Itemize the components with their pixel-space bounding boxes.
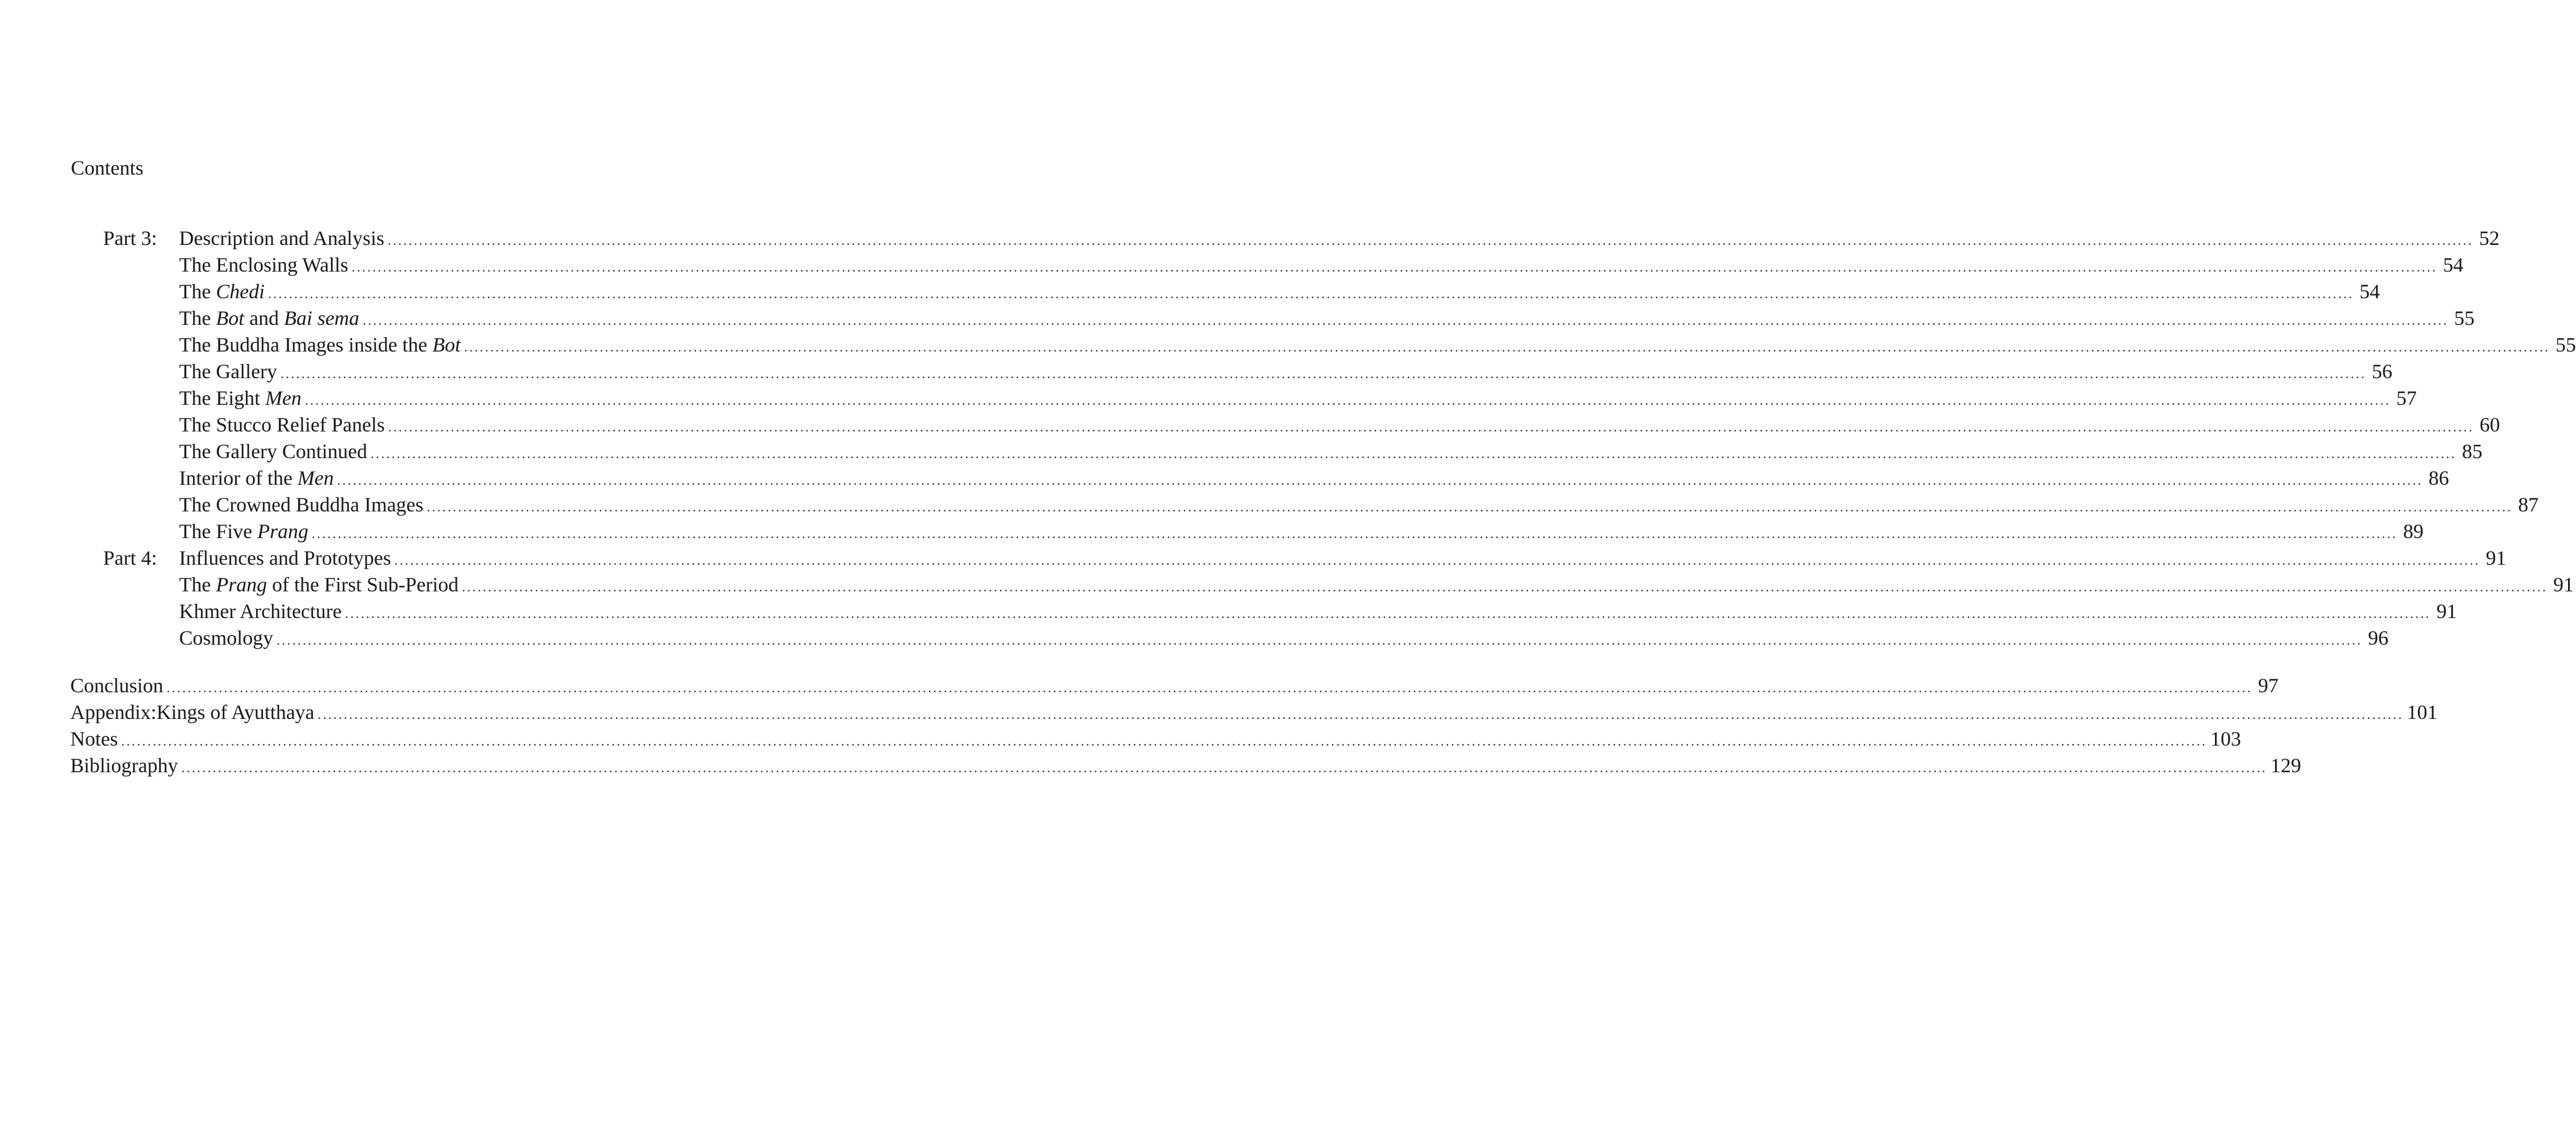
entry-title-text: The Enclosing Walls [179, 253, 349, 276]
page-number: 101 [2407, 701, 2438, 723]
toc-entry[interactable] [179, 225, 2499, 252]
dot-leader: ................................................................................................................................................................................................................................................................................................................................................................................................................ [461, 580, 2548, 595]
toc-entry[interactable] [179, 304, 2475, 332]
entry-title-text: and [244, 307, 284, 329]
dot-leader: ................................................................................................................................................................................................................................................................................................................................................................................................................ [181, 761, 2267, 776]
dot-leader: ................................................................................................................................................................................................................................................................................................................................................................................................................ [394, 553, 2480, 568]
entry-title-text: The Eight [179, 387, 265, 409]
dot-leader: ................................................................................................................................................................................................................................................................................................................................................................................................................ [426, 500, 2513, 515]
entry-title [179, 251, 348, 278]
entry-title-italic: Prang [257, 520, 308, 543]
entry-title-text: The Stucco Relief Panels [179, 413, 385, 436]
toc-entry[interactable] [179, 358, 2392, 385]
entry-title-text: The Gallery [179, 360, 277, 383]
part-label: Part 4: [103, 547, 157, 569]
dot-leader: ................................................................................................................................................................................................................................................................................................................................................................................................................ [304, 393, 2391, 408]
entry-title [179, 225, 384, 252]
dot-leader: ................................................................................................................................................................................................................................................................................................................................................................................................................ [362, 314, 2448, 328]
entry-title-italic: Prang [215, 573, 267, 596]
page-number: 52 [2479, 227, 2499, 249]
entry-title [179, 384, 302, 412]
toc-entry[interactable] [179, 411, 2500, 438]
entry-title [179, 491, 423, 518]
dot-leader: ................................................................................................................................................................................................................................................................................................................................................................................................................ [370, 447, 2456, 462]
page-number: 54 [2359, 280, 2380, 303]
page-number: 129 [2270, 754, 2301, 777]
entry-title [179, 278, 265, 305]
entry-title [179, 544, 391, 572]
entry-title-italic: Men [297, 467, 334, 489]
entry-prefix: Appendix: [70, 701, 156, 723]
dot-leader: ................................................................................................................................................................................................................................................................................................................................................................................................................ [280, 367, 2366, 382]
entry-title-text: Khmer Architecture [179, 600, 342, 623]
dot-leader: ................................................................................................................................................................................................................................................................................................................................................................................................................ [351, 260, 2438, 275]
toc-entry[interactable] [179, 384, 2417, 412]
dot-leader: ................................................................................................................................................................................................................................................................................................................................................................................................................ [121, 734, 2207, 749]
entry-title-text: Cosmology [179, 627, 274, 649]
entry-title-text: Conclusion [70, 674, 164, 697]
part-label: Part 3: [103, 227, 157, 249]
dot-leader: ................................................................................................................................................................................................................................................................................................................................................................................................................ [337, 473, 2423, 488]
page-number: 91 [2436, 600, 2457, 623]
entry-title [179, 438, 367, 465]
page-number: 56 [2371, 360, 2392, 383]
page-number: 87 [2518, 493, 2539, 516]
entry-title [70, 672, 163, 699]
entry-title [179, 598, 342, 625]
toc-entry[interactable] [179, 438, 2482, 465]
entry-title [70, 752, 178, 779]
entry-title-text: The Buddha Images inside the [179, 333, 432, 356]
dot-leader: ................................................................................................................................................................................................................................................................................................................................................................................................................ [317, 708, 2404, 722]
toc-entry[interactable] [179, 251, 2464, 278]
entry-title [156, 699, 315, 726]
entry-title [179, 304, 359, 332]
entry-title [179, 464, 334, 492]
entry-title [179, 411, 385, 438]
toc-entry[interactable] [179, 544, 2506, 572]
entry-title-text: Description and Analysis [179, 227, 384, 249]
entry-title-italic: Bot [432, 333, 461, 356]
entry-title-text: of the First Sub-Period [266, 573, 459, 596]
dot-leader: ................................................................................................................................................................................................................................................................................................................................................................................................................ [388, 420, 2474, 435]
page-title: Contents [71, 156, 144, 179]
entry-title-text: Influences and Prototypes [179, 547, 391, 569]
entry-title [179, 571, 459, 598]
entry-title-text: Bibliography [70, 754, 178, 777]
page-number: 85 [2462, 440, 2482, 463]
entry-title-italic: Men [265, 387, 302, 409]
entry-title-italic: Bai sema [283, 307, 359, 329]
dot-leader: ................................................................................................................................................................................................................................................................................................................................................................................................................ [277, 633, 2363, 648]
entry-title-text: The [179, 573, 216, 596]
page-number: 55 [2555, 333, 2576, 356]
entry-title-text: The Gallery Continued [179, 440, 367, 463]
toc-entry[interactable] [179, 598, 2457, 625]
page-number: 89 [2403, 520, 2424, 543]
page-number: 54 [2443, 253, 2464, 276]
toc-entry[interactable] [179, 491, 2539, 518]
toc-entry[interactable] [70, 752, 2301, 779]
entry-title-text: The [179, 307, 216, 329]
page-number: 60 [2479, 413, 2500, 436]
toc-entry[interactable] [179, 624, 2389, 651]
dot-leader: ................................................................................................................................................................................................................................................................................................................................................................................................................ [387, 234, 2473, 248]
page-number: 55 [2454, 307, 2475, 329]
toc-entry[interactable] [179, 464, 2449, 492]
dot-leader: ................................................................................................................................................................................................................................................................................................................................................................................................................ [167, 681, 2253, 696]
entry-title [179, 518, 308, 545]
entry-title [70, 725, 118, 752]
dot-leader: ................................................................................................................................................................................................................................................................................................................................................................................................................ [268, 287, 2354, 302]
page-number: 91 [2485, 547, 2506, 569]
entry-title [179, 624, 273, 651]
page-number: 91 [2553, 573, 2574, 596]
page-number: 57 [2396, 387, 2417, 409]
toc-entry[interactable] [179, 571, 2574, 598]
entry-title-text: Notes [70, 727, 118, 750]
entry-title [179, 331, 461, 358]
entry-title-text: Kings of Ayutthaya [156, 701, 315, 723]
page-number: 97 [2258, 674, 2279, 697]
toc-entry[interactable] [70, 699, 2438, 726]
page-number: 96 [2368, 627, 2389, 649]
entry-title-text: The Five [179, 520, 257, 543]
toc-entry[interactable] [179, 278, 2380, 305]
entry-title-text: Interior of the [179, 467, 298, 489]
dot-leader: ................................................................................................................................................................................................................................................................................................................................................................................................................ [345, 607, 2431, 621]
entry-title [179, 358, 277, 385]
toc-entry[interactable] [70, 725, 2241, 752]
entry-title-text: The [179, 280, 216, 303]
toc-entry[interactable] [179, 518, 2424, 545]
entry-title-italic: Bot [215, 307, 244, 329]
dot-leader: ................................................................................................................................................................................................................................................................................................................................................................................................................ [464, 340, 2550, 355]
dot-leader: ................................................................................................................................................................................................................................................................................................................................................................................................................ [311, 527, 2397, 541]
toc-entry[interactable] [179, 331, 2576, 358]
page-number: 103 [2210, 727, 2241, 750]
page-number: 86 [2428, 467, 2449, 489]
toc-entry[interactable] [70, 672, 2279, 699]
entry-title-text: The Crowned Buddha Images [179, 493, 423, 516]
entry-title-italic: Chedi [215, 280, 265, 303]
